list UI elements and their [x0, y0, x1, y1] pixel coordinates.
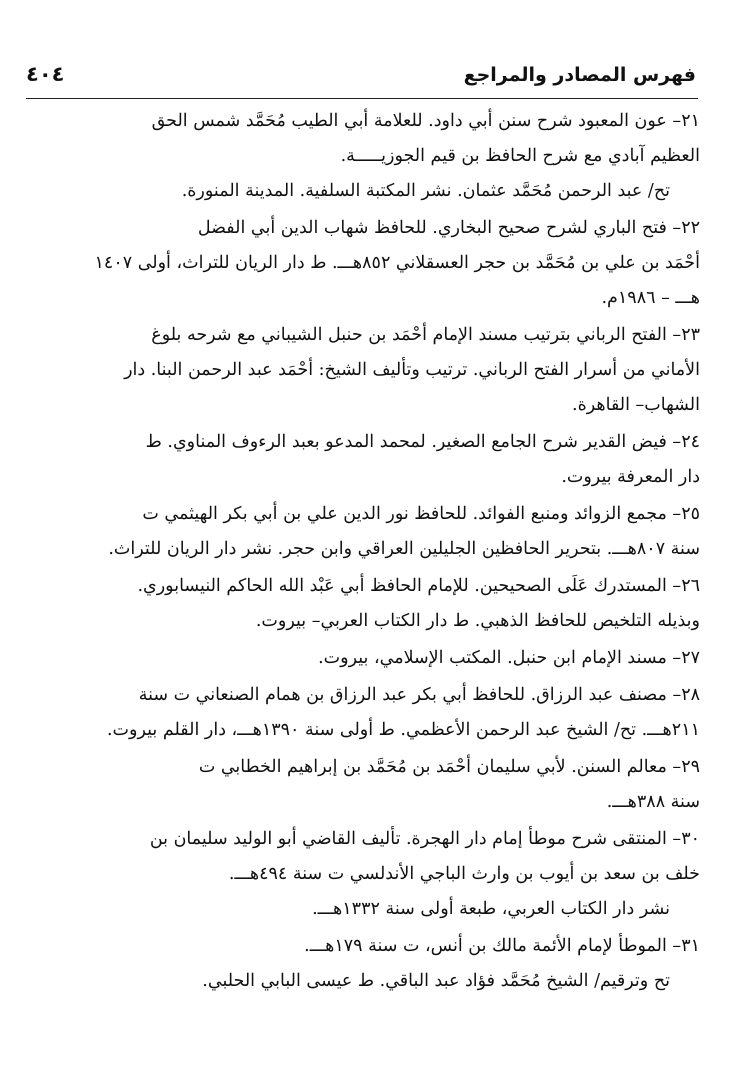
- text-line: الشهاب– القاهرة.: [572, 395, 700, 415]
- text-line: الأماني من أسرار الفتح الرباني. ترتيب وتأليف الشيخ: أحْمَد عبد الرحمن البنا. دار: [124, 360, 700, 380]
- text-line: ٢٨– مصنف عبد الرزاق. للحافظ أبي بكر عبد الرزاق بن همام الصنعاني ت سنة: [138, 685, 700, 705]
- text-line: ٢١١هـــ. تح/ الشيخ عبد الرحمن الأعظمي. ط أولى سنة ١٣٩٠هـــ، دار القلم بيروت.: [106, 720, 700, 740]
- text-line: أحْمَد بن علي بن مُحَمَّد بن حجر العسقلاني ٨٥٢هـــ. ط دار الريان للتراث، أولى ١٤٠٧: [94, 253, 700, 273]
- text-line: خلف بن سعد بن أيوب بن وارث الباجي الأندلسي ت سنة ٤٩٤هـــ.: [228, 864, 700, 884]
- text-line: ٢٩– معالم السنن. لأبي سليمان أحْمَد بن مُحَمَّد بن إبراهيم الخطابي ت: [198, 757, 700, 777]
- text-line: نشر دار الكتاب العربي، طبعة أولى سنة ١٣٣٢هـــ.: [312, 899, 670, 919]
- text-line: وبذيله التلخيص للحافظ الذهبي. ط دار الكتاب العربي– بيروت.: [255, 611, 700, 631]
- text-line: تح/ عبد الرحمن مُحَمَّد عثمان. نشر المكتبة السلفية. المدينة المنورة.: [181, 181, 670, 201]
- bibliography-entry-22: [26, 211, 700, 316]
- text-line: ٢٤– فيض القدير شرح الجامع الصغير. لمحمد المدعو بعبد الرءوف المناوي. ط: [145, 432, 700, 452]
- text-line: ٣١– الموطأ لإمام الأئمة مالك بن أنس، ت سنة ١٧٩هـــ.: [304, 936, 700, 956]
- bibliography-entry-28: [26, 678, 700, 748]
- bibliography-entry-23: [26, 318, 700, 423]
- bibliography-entry-21: [26, 104, 700, 209]
- text-line: ٢١– عون المعبود شرح سنن أبي داود. للعلامة أبي الطيب مُحَمَّد شمس الحق: [151, 111, 700, 131]
- text-line: ٢٥– مجمع الزوائد ومنبع الفوائد. للحافظ نور الدين علي بن أبي بكر الهيثمي ت: [142, 504, 700, 524]
- text-line: ٢٣– الفتح الرباني بترتيب مسند الإمام أحْمَد بن حنبل الشيباني مع شرحه بلوغ: [151, 325, 700, 345]
- text-line: ٣٠– المنتقى شرح موطأ إمام دار الهجرة. تأليف القاضي أبو الوليد سليمان بن: [149, 829, 700, 849]
- page-header: [26, 62, 696, 96]
- text-line: تح وترقيم/ الشيخ مُحَمَّد فؤاد عبد الباقي. ط عيسى البابي الحلبي.: [202, 971, 670, 991]
- text-line: ٢٢– فتح الباري لشرح صحيح البخاري. للحافظ شهاب الدين أبي الفضل: [197, 218, 700, 238]
- text-line: هـــ – ١٩٨٦م.: [601, 288, 700, 308]
- page-number: ٤٠٤: [26, 62, 65, 86]
- text-line: سنة ٨٠٧هـــ. بتحرير الحافظين الجليلين العراقي وابن حجر. نشر دار الريان للتراث.: [108, 539, 700, 559]
- bibliography-entry-29: [26, 750, 700, 820]
- bibliography-entry-25: [26, 497, 700, 567]
- running-title: فهرس المصادر والمراجع: [463, 64, 696, 86]
- bibliography-entry-24: [26, 425, 700, 495]
- bibliography-list: [26, 104, 700, 1001]
- text-line: دار المعرفة بيروت.: [561, 467, 700, 487]
- text-line: سنة ٣٨٨هـــ.: [606, 792, 700, 812]
- bibliography-entry-30: [26, 822, 700, 927]
- bibliography-entry-31: [26, 929, 700, 999]
- header-rule: [26, 98, 698, 99]
- bibliography-entry-27: [26, 641, 700, 676]
- text-line: ٢٦– المستدرك عَلَى الصحيحين. للإمام الحافظ أبي عَبْد الله الحاكم النيسابوري.: [137, 576, 700, 596]
- text-line: العظيم آبادي مع شرح الحافظ بن قيم الجوزيـــــة.: [340, 146, 700, 166]
- bibliography-entry-26: [26, 569, 700, 639]
- text-line: ٢٧– مسند الإمام ابن حنبل. المكتب الإسلامي، بيروت.: [318, 648, 700, 668]
